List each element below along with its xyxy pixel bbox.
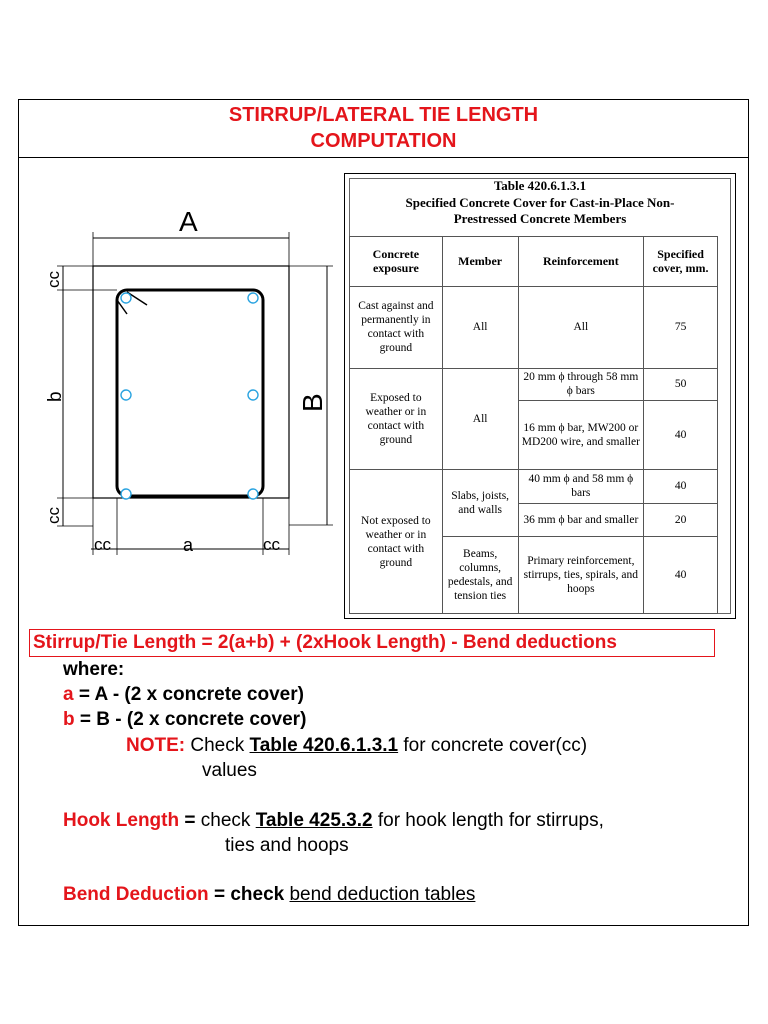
- definition-a: [63, 683, 304, 707]
- label-cc-top: cc: [44, 271, 63, 288]
- bar-mid-right: [248, 390, 258, 400]
- cell-member: Slabs, joists, and walls: [442, 470, 518, 537]
- table-425-link[interactable]: Table 425.3.2: [255, 810, 373, 831]
- bar-bottom-right: [248, 489, 258, 499]
- header-member: Member: [442, 237, 518, 287]
- bend-label: Bend Deduction: [63, 884, 209, 905]
- table-title-line-2: Prestressed Concrete Members: [453, 211, 627, 226]
- cell-exposure: Not exposed to weather or in contact with ground: [350, 470, 443, 614]
- label-A: A: [179, 206, 198, 237]
- bend-eq: = check: [208, 884, 290, 905]
- stirrup-outline: [117, 290, 263, 496]
- cell-reinforcement: 20 mm ϕ through 58 mm ϕ bars: [518, 368, 644, 400]
- where-label: where:: [63, 659, 125, 680]
- cell-member: Beams, columns, pedestals, and tension ties: [442, 536, 518, 613]
- formula-box: Stirrup/Tie Length = 2(a+b) + (2xHook Length) - Bend deductions: [29, 629, 715, 657]
- var-a: a: [63, 684, 74, 705]
- table-title-line-1: Specified Concrete Cover for Cast-in-Place Non-: [405, 195, 675, 210]
- hook-post: for hook length for stirrups,: [372, 810, 604, 831]
- longitudinal-bars: [121, 293, 258, 499]
- definition-b: [63, 708, 306, 732]
- label-b: b: [45, 391, 66, 402]
- label-cc-bottom: cc: [44, 507, 63, 524]
- page-title-line-2: COMPUTATION: [310, 130, 457, 152]
- table-row: [350, 368, 718, 400]
- label-B: B: [297, 393, 328, 412]
- cell-cover: 40: [644, 536, 718, 613]
- cell-member: All: [442, 286, 518, 368]
- concrete-cover-table-panel: [344, 173, 736, 619]
- cell-cover: 50: [644, 368, 718, 400]
- bar-bottom-left: [121, 489, 131, 499]
- note-post: for concrete cover(cc): [398, 735, 588, 756]
- cell-cover: 75: [644, 286, 718, 368]
- bar-top-right: [248, 293, 258, 303]
- page-title-line-1: STIRRUP/LATERAL TIE LENGTH: [228, 104, 539, 126]
- definition-b-text: = B - (2 x concrete cover): [74, 709, 307, 730]
- label-a: a: [183, 535, 194, 555]
- label-cc-right: cc: [263, 535, 280, 554]
- var-b: b: [63, 709, 75, 730]
- table-header-row: [350, 237, 718, 287]
- header-cover: Specified cover, mm.: [644, 237, 718, 287]
- cell-exposure: Cast against and permanently in contact with ground: [350, 286, 443, 368]
- table-420-link[interactable]: Table 420.6.1.3.1: [249, 735, 399, 756]
- definition-a-text: = A - (2 x concrete cover): [73, 684, 304, 705]
- table-row: [350, 286, 718, 368]
- stirrup-section-diagram: [19, 100, 339, 570]
- note-pre: Check: [185, 735, 250, 756]
- bar-mid-left: [121, 390, 131, 400]
- cell-reinforcement: Primary reinforcement, stirrups, ties, spirals, and hoops: [518, 536, 644, 613]
- label-cc-left: cc: [94, 535, 111, 554]
- hook-label: Hook Length: [63, 810, 180, 831]
- hook-length-line: [63, 809, 604, 833]
- hook-pre: check: [200, 810, 256, 831]
- table-number: Table 420.6.1.3.1: [493, 178, 587, 193]
- header-reinforcement: Reinforcement: [518, 237, 644, 287]
- table-row: [350, 470, 718, 503]
- cell-cover: 40: [644, 401, 718, 470]
- document-frame: [18, 99, 749, 926]
- cell-cover: 20: [644, 503, 718, 536]
- concrete-cover-table: [349, 236, 718, 614]
- cell-exposure: Exposed to weather or in contact with ground: [350, 368, 443, 469]
- cell-cover: 40: [644, 470, 718, 503]
- bar-top-left: [121, 293, 131, 303]
- hook-continuation: ties and hoops: [225, 835, 349, 856]
- header-exposure: Concrete exposure: [350, 237, 443, 287]
- hook-eq: =: [179, 810, 201, 831]
- note-continuation: values: [202, 760, 257, 781]
- cell-reinforcement: 40 mm ϕ and 58 mm ϕ bars: [518, 470, 644, 503]
- bend-deduction-tables-link[interactable]: bend deduction tables: [289, 884, 476, 905]
- note-label: NOTE:: [126, 735, 186, 756]
- cell-reinforcement: 16 mm ϕ bar, MW200 or MD200 wire, and smaller: [518, 401, 644, 470]
- bend-deduction-line: [63, 883, 475, 907]
- note-line: [126, 734, 587, 758]
- cell-reinforcement: All: [518, 286, 644, 368]
- cell-reinforcement: 36 mm ϕ bar and smaller: [518, 503, 644, 536]
- cell-member: All: [442, 368, 518, 469]
